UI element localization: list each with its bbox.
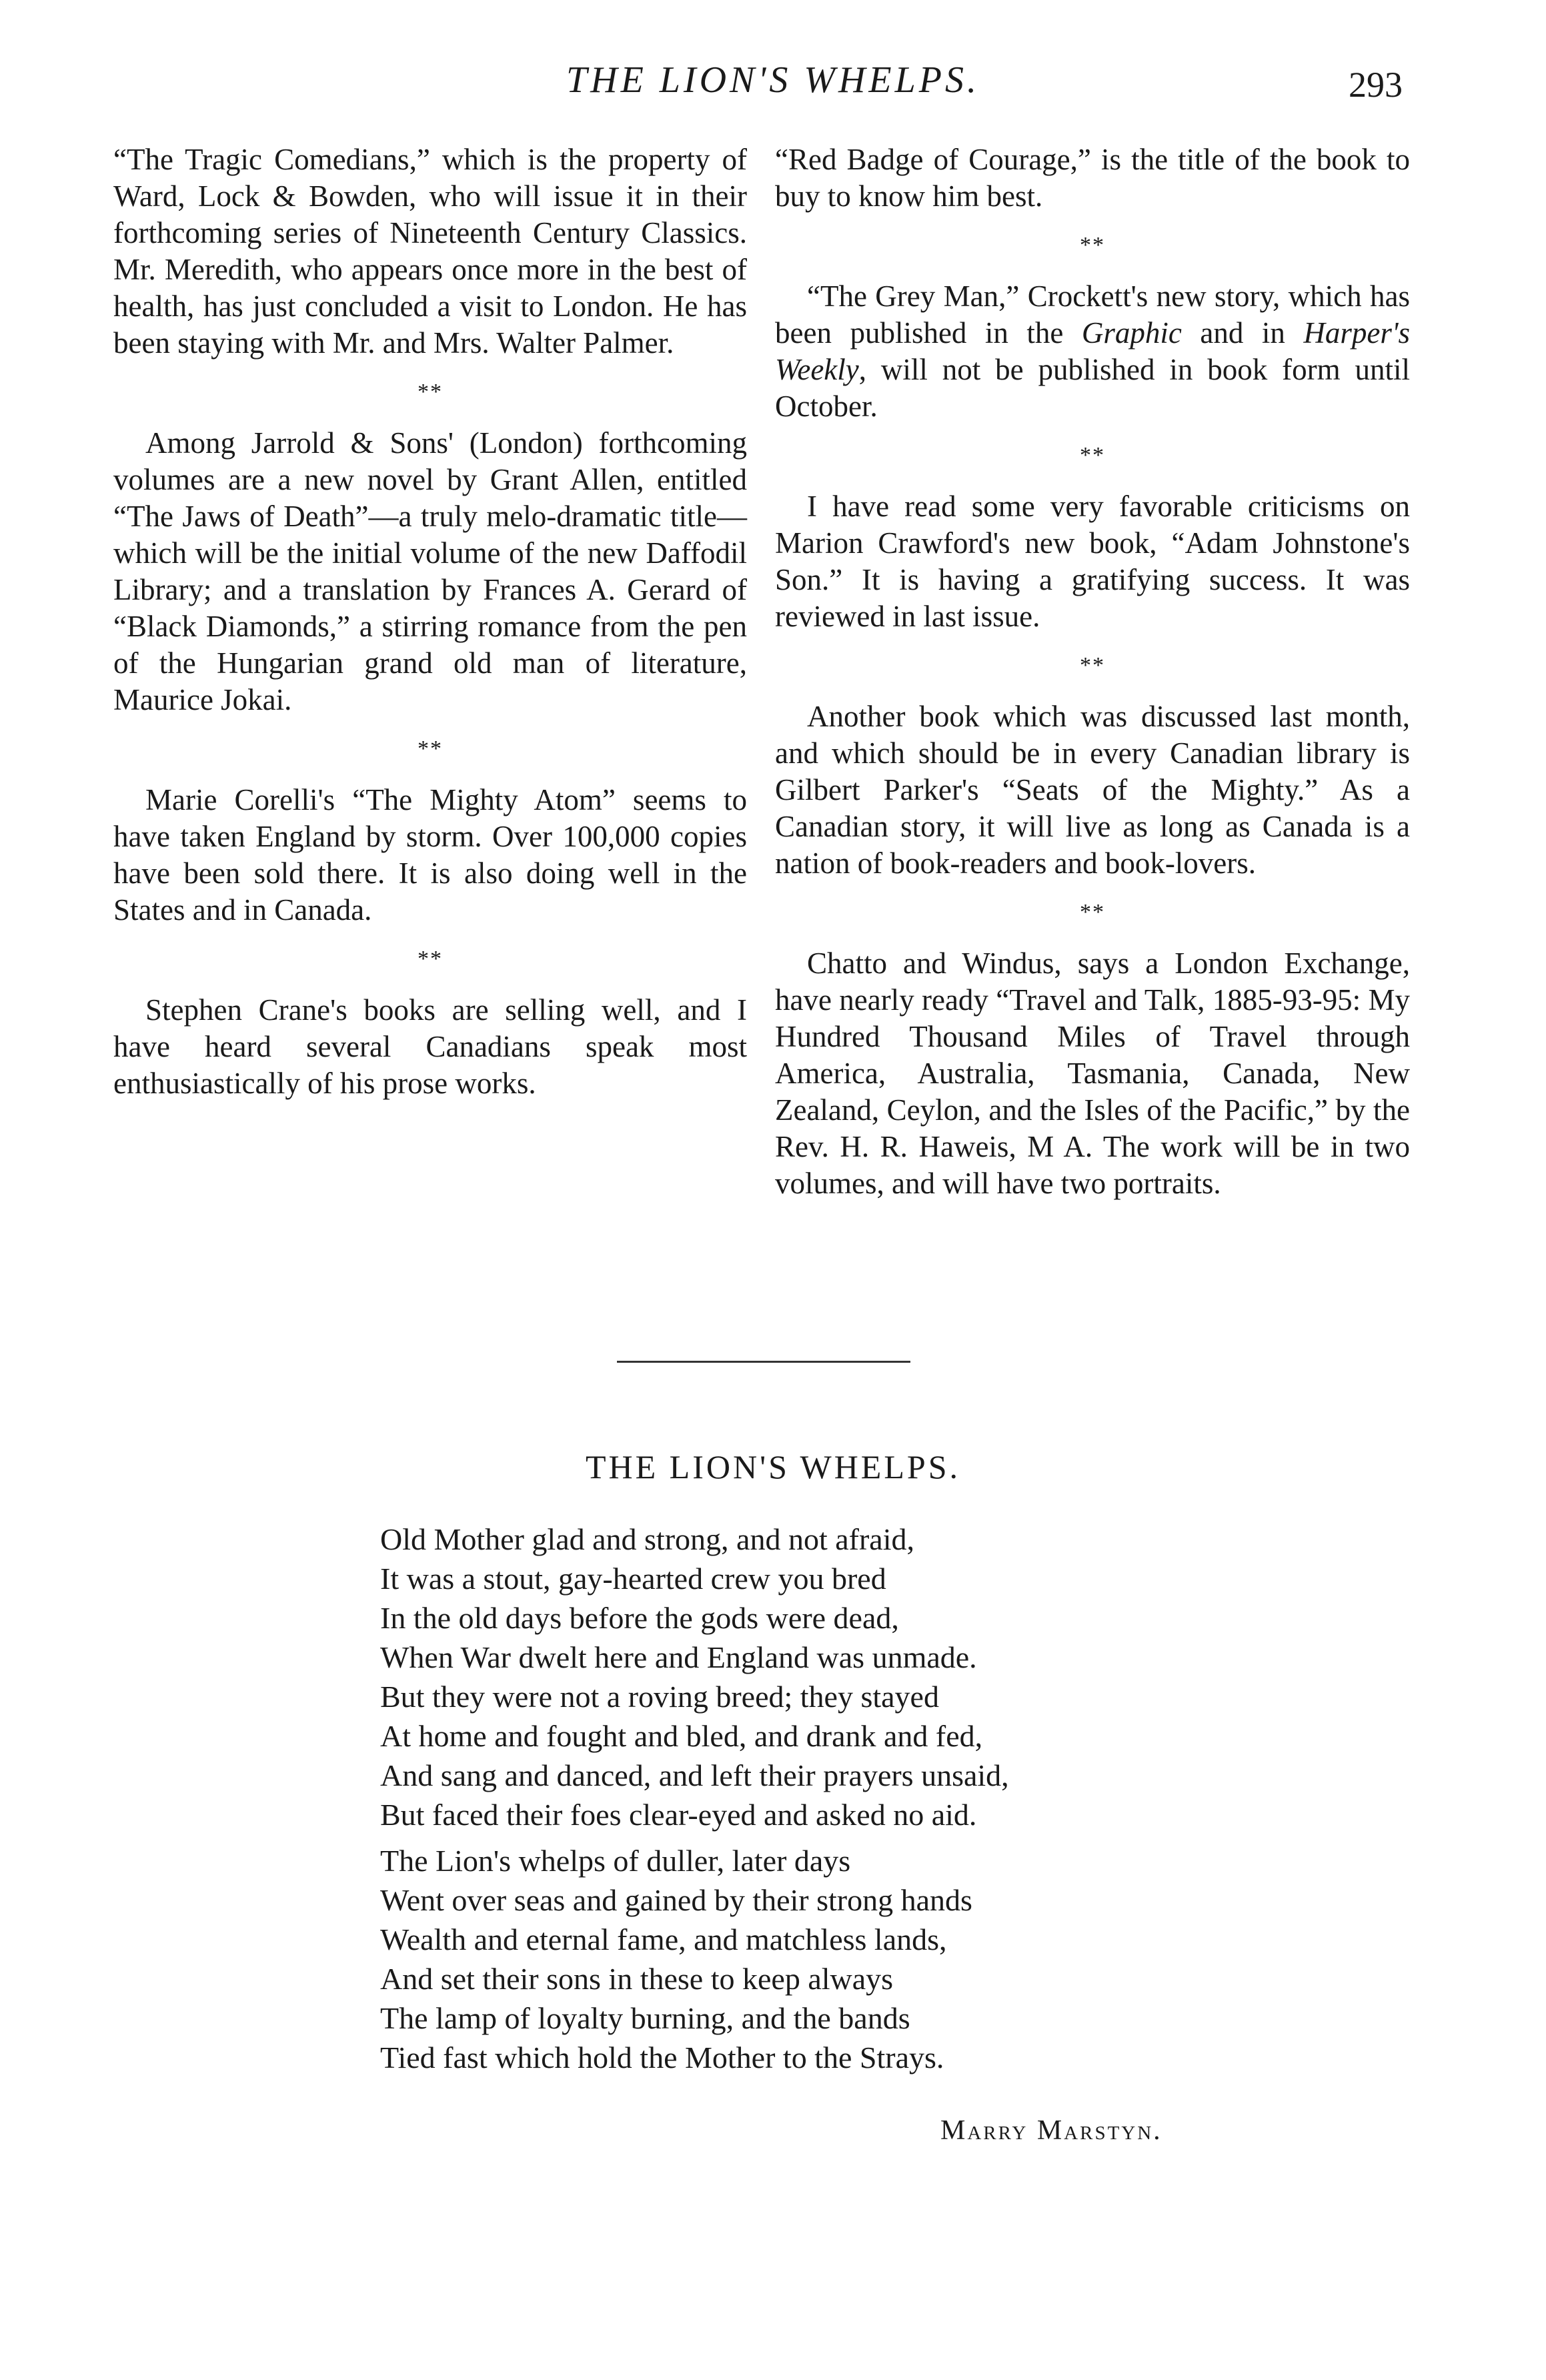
separator: ** (1080, 233, 1105, 257)
poem-line: Went over seas and gained by their strong hands (380, 1883, 972, 1917)
text-segment: “The Grey Man,” Crockett's new story, which has been published in the (775, 279, 1410, 350)
poem-line: Tied fast which hold the Mother to the Strays. (380, 2040, 944, 2074)
paragraph: Among Jarrold & Sons' (London) forthcoming volumes are a new novel by Grant Allen, entitled “The Jaws of Death”—a truly melo-dramatic title—which will be the initial volume of the new Daffodil Library; and a translation by Frances A. Gerard of “Black Diamonds,” a stirring romance from the pen of the Hungarian grand old man of literature, Maurice Jokai. (113, 426, 747, 716)
poem-line: The Lion's whelps of duller, later days (380, 1844, 851, 1878)
poem-line: But they were not a roving breed; they stayed (380, 1680, 939, 1714)
right-column (775, 141, 1410, 1202)
section-divider (617, 1361, 910, 1363)
poem-line: But faced their foes clear-eyed and asked no aid. (380, 1798, 977, 1832)
paragraph: Marie Corelli's “The Mighty Atom” seems to have taken England by storm. Over 100,000 copies have been sold there. It is also doing well in the States and in Canada. (113, 783, 747, 927)
paragraph: Another book which was discussed last month, and which should be in every Canadian library is Gilbert Parker's “Seats of the Mighty.” As a Canadian story, it will live as long as Canada is a nation of book-readers and book-lovers. (775, 700, 1410, 880)
poem-stanza-2 (380, 1841, 1314, 2077)
poem-line: At home and fought and bled, and drank and fed, (380, 1719, 983, 1753)
paragraph: I have read some very favorable criticisms on Marion Crawford's new book, “Adam Johnstone's Son.” It is having a gratifying success. It was reviewed in last issue. (775, 490, 1410, 633)
page-number: 293 (1349, 65, 1403, 105)
running-title: THE LION'S WHELPS. (566, 59, 980, 101)
text-segment: and in (1181, 316, 1304, 350)
paragraph: “The Tragic Comedians,” which is the property of Ward, Lock & Bowden, who will issue it in their forthcoming series of Nineteenth Century Classics. Mr. Meredith, who appears once more in the best of health, has just concluded a visit to London. He has been staying with Mr. and Mrs. Walter Palmer. (113, 143, 747, 360)
poem-line: And set their sons in these to keep always (380, 1962, 894, 1996)
title-harpers-weekly: Harper's Weekly (775, 316, 1410, 386)
poem-title: THE LION'S WHELPS. (585, 1448, 960, 1485)
separator: ** (1080, 443, 1105, 468)
separator: ** (418, 947, 443, 971)
left-column (113, 141, 747, 1102)
poem-line: It was a stout, gay-hearted crew you bred (380, 1562, 886, 1596)
title-graphic: Graphic (1081, 316, 1182, 350)
poem-line: In the old days before the gods were dead, (380, 1601, 899, 1635)
text-segment: , will not be published in book form until October. (775, 353, 1410, 423)
poem-line: The lamp of loyalty burning, and the bands (380, 2001, 910, 2035)
paragraph: “Red Badge of Courage,” is the title of the book to buy to know him best. (775, 143, 1410, 213)
separator: ** (1080, 653, 1105, 678)
paragraph: Chatto and Windus, says a London Exchange, have nearly ready “Travel and Talk, 1885-93-95: My Hundred Thousand Miles of Travel through America, Australia, Tasmania, Canada, New Zealand, Ceylon, and the Isles of the Pacific,” by the Rev. H. R. Haweis, M A. The work will be in two volumes, and will have two portraits. (775, 947, 1410, 1200)
paragraph-grey-man (775, 278, 1410, 425)
poem-author: Marry Marstyn. (940, 2115, 1163, 2146)
poem-line: When War dwelt here and England was unmade. (380, 1640, 977, 1674)
paragraph: Stephen Crane's books are selling well, and I have heard several Canadians speak most enthusiastically of his prose works. (113, 993, 747, 1100)
poem-line: And sang and danced, and left their prayers unsaid, (380, 1758, 1009, 1792)
separator: ** (418, 380, 443, 404)
poem-line: Old Mother glad and strong, and not afraid, (380, 1522, 914, 1556)
poem-stanza-1 (380, 1520, 1314, 1834)
separator: ** (1080, 900, 1105, 925)
poem-line: Wealth and eternal fame, and matchless lands, (380, 1922, 947, 1956)
separator: ** (418, 736, 443, 761)
